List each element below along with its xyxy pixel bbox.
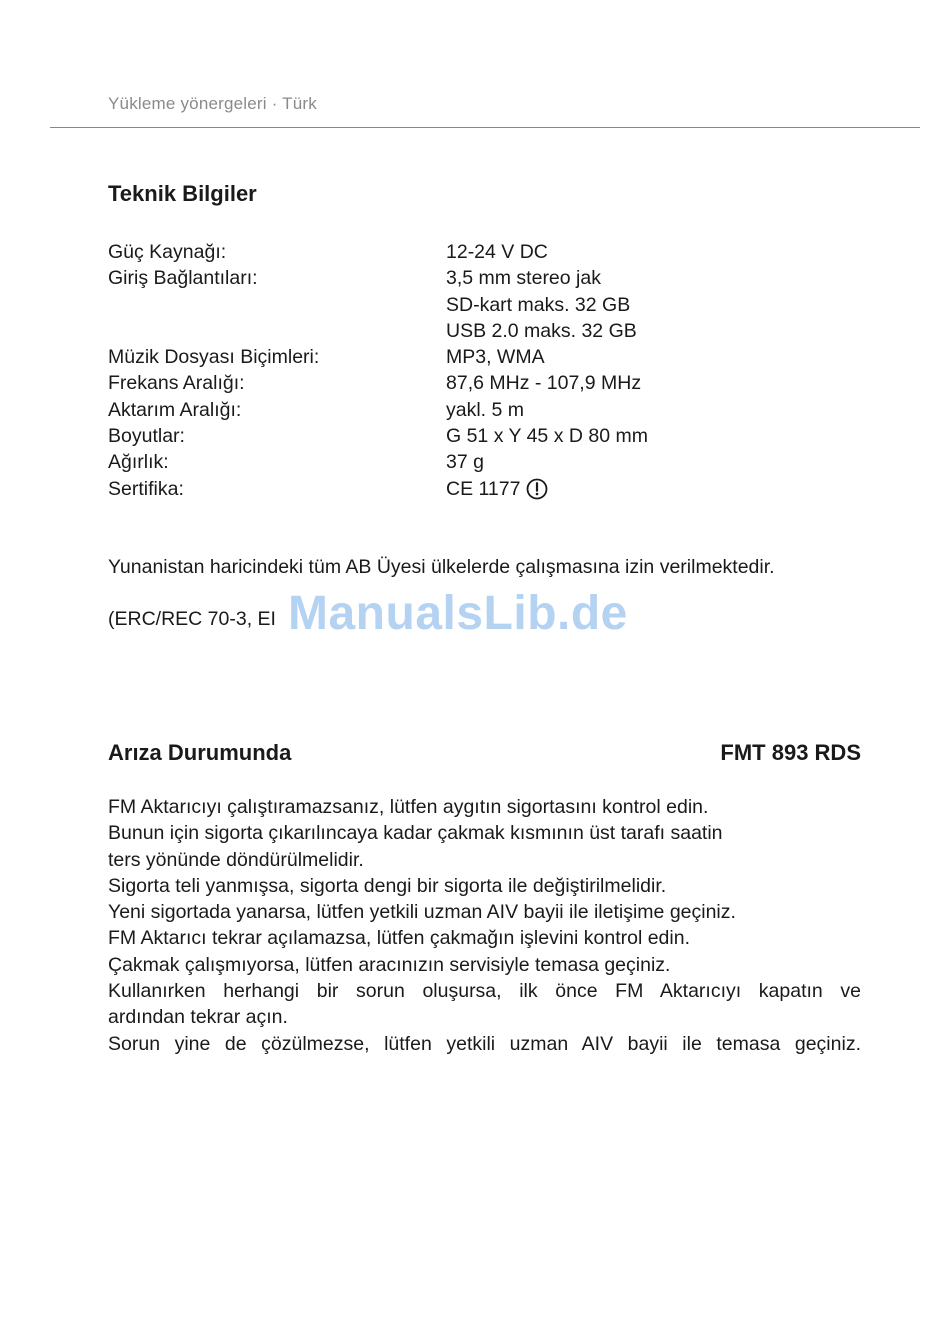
spec-row xyxy=(108,265,868,291)
spec-row xyxy=(108,344,868,370)
certification-text: CE 1177 xyxy=(446,477,521,500)
spec-label: Giriş Bağlantıları: xyxy=(108,267,258,290)
spec-value: 37 g xyxy=(446,451,484,474)
spec-row xyxy=(108,476,868,502)
spec-value-certification xyxy=(446,476,548,502)
eu-approval-note: Yunanistan haricindeki tüm AB Üyesi ülkelerde çalışmasına izin verilmektedir. xyxy=(108,556,775,578)
spec-value: 12-24 V DC xyxy=(446,241,548,263)
spec-value: USB 2.0 maks. 32 GB xyxy=(446,319,637,342)
spec-label xyxy=(108,292,446,318)
spec-row xyxy=(108,397,868,423)
paragraph-line: ardından tekrar açın. xyxy=(108,1006,288,1029)
spec-label: Aktarım Aralığı: xyxy=(108,398,242,421)
paragraph-line: Çakmak çalışmıyorsa, lütfen aracınızın servisiyle temasa geçiniz. xyxy=(108,953,671,976)
spec-row xyxy=(108,423,868,449)
paragraph-line: FM Aktarıcı tekrar açılamazsa, lütfen çakmağın işlevini kontrol edin. xyxy=(108,927,690,950)
spec-value: G 51 x Y 45 x D 80 mm xyxy=(446,425,648,448)
troubleshooting-text xyxy=(108,794,861,1057)
tech-specs-title: Teknik Bilgiler xyxy=(108,181,257,206)
header-divider xyxy=(50,127,920,128)
spec-row xyxy=(108,370,868,396)
spec-value: MP3, WMA xyxy=(446,346,545,369)
paragraph-line: Yeni sigortada yanarsa, lütfen yetkili uzman AIV bayii ile iletişime geçiniz. xyxy=(108,901,736,924)
spec-label xyxy=(108,318,446,344)
erc-reference-note: (ERC/REC 70-3, EI xyxy=(108,608,276,630)
spec-value: 3,5 mm stereo jak xyxy=(446,267,601,290)
tech-specs-table xyxy=(108,239,868,502)
spec-label: Ağırlık: xyxy=(108,451,169,474)
spec-label: Frekans Aralığı: xyxy=(108,372,245,395)
paragraph-line: ters yönünde döndürülmelidir. xyxy=(108,848,364,871)
spec-row xyxy=(108,239,868,265)
spec-label: Güç Kaynağı: xyxy=(108,241,227,263)
spec-row xyxy=(108,318,868,344)
spec-row xyxy=(108,449,868,475)
spec-label: Sertifika: xyxy=(108,477,184,500)
troubleshooting-title: Arıza Durumunda xyxy=(108,740,292,765)
paragraph-line: FM Aktarıcıyı çalıştıramazsanız, lütfen aygıtın sigortasını kontrol edin. xyxy=(108,796,709,818)
spec-value: 87,6 MHz - 107,9 MHz xyxy=(446,372,642,395)
spec-value: yakl. 5 m xyxy=(446,398,525,421)
paragraph-line: Sigorta teli yanmışsa, sigorta dengi bir sigorta ile değiştirilmelidir. xyxy=(108,874,667,897)
page-header: Yükleme yönergeleri · Türk xyxy=(108,94,317,113)
spec-label: Müzik Dosyası Biçimleri: xyxy=(108,346,320,369)
paragraph-line: Sorun yine de çözülmezse, lütfen yetkili uzman AIV bayii ile temasa geçiniz. xyxy=(108,1032,861,1055)
spec-row xyxy=(108,292,868,318)
spec-label: Boyutlar: xyxy=(108,425,185,448)
watermark: ManualsLib.de xyxy=(288,587,628,640)
spec-value: SD-kart maks. 32 GB xyxy=(446,293,631,316)
paragraph-line: Bunun için sigorta çıkarılıncaya kadar çakmak kısmının üst tarafı saatin xyxy=(108,822,723,845)
model-label: FMT 893 RDS xyxy=(720,740,861,765)
alert-circle-icon xyxy=(526,478,548,500)
paragraph-line: Kullanırken herhangi bir sorun oluşursa, ilk önce FM Aktarıcıyı kapatın ve xyxy=(108,980,861,1003)
